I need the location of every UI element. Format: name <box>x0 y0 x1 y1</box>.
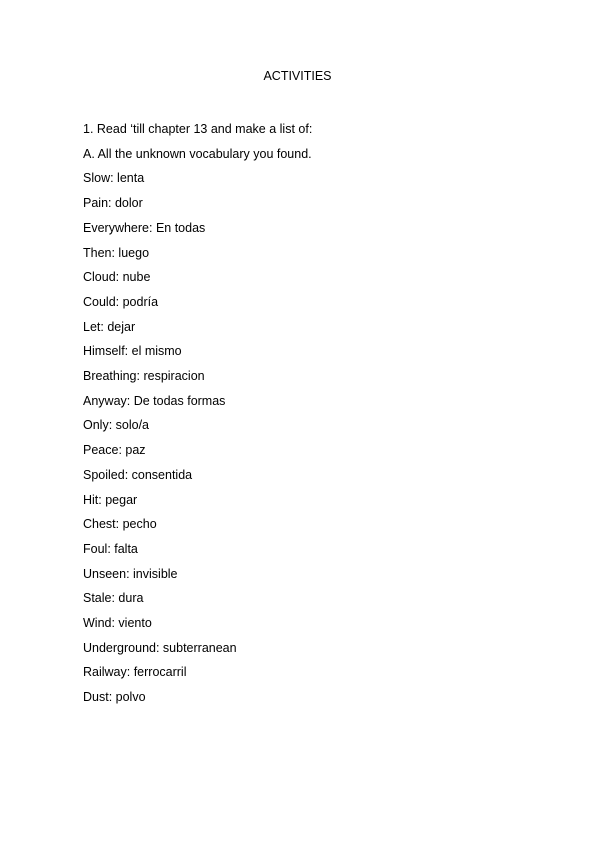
vocabulary-item: Chest: pecho <box>83 517 157 532</box>
vocabulary-item: Wind: viento <box>83 616 152 631</box>
vocabulary-item: Foul: falta <box>83 541 138 556</box>
vocabulary-item: Spoiled: consentida <box>83 467 193 482</box>
vocabulary-item: Hit: pegar <box>83 492 138 507</box>
vocabulary-item: Pain: dolor <box>83 196 143 211</box>
vocabulary-item: Stale: dura <box>83 591 144 606</box>
document-body <box>83 117 523 710</box>
vocabulary-item: Anyway: De todas formas <box>83 393 226 408</box>
vocabulary-list <box>83 166 523 709</box>
vocabulary-item: Himself: el mismo <box>83 344 182 359</box>
vocabulary-item: Unseen: invisible <box>83 566 178 581</box>
vocabulary-item: Cloud: nube <box>83 270 151 285</box>
vocabulary-item: Peace: paz <box>83 443 146 458</box>
vocabulary-item: Breathing: respiracion <box>83 369 205 384</box>
vocabulary-item: Everywhere: En todas <box>83 220 206 235</box>
vocabulary-item: Only: solo/a <box>83 418 150 433</box>
vocabulary-item: Dust: polvo <box>83 690 146 705</box>
vocabulary-item: Let: dejar <box>83 319 136 334</box>
vocabulary-item: Then: luego <box>83 245 150 260</box>
subheading-text: A. All the unknown vocabulary you found. <box>83 146 312 161</box>
vocabulary-item: Could: podría <box>83 294 159 309</box>
vocabulary-item: Underground: subterranean <box>83 640 237 655</box>
vocabulary-item: Railway: ferrocarril <box>83 665 187 680</box>
vocabulary-item: Slow: lenta <box>83 171 145 186</box>
page-title: ACTIVITIES <box>263 69 332 83</box>
instruction-text: 1. Read ‘till chapter 13 and make a list of: <box>83 122 313 136</box>
